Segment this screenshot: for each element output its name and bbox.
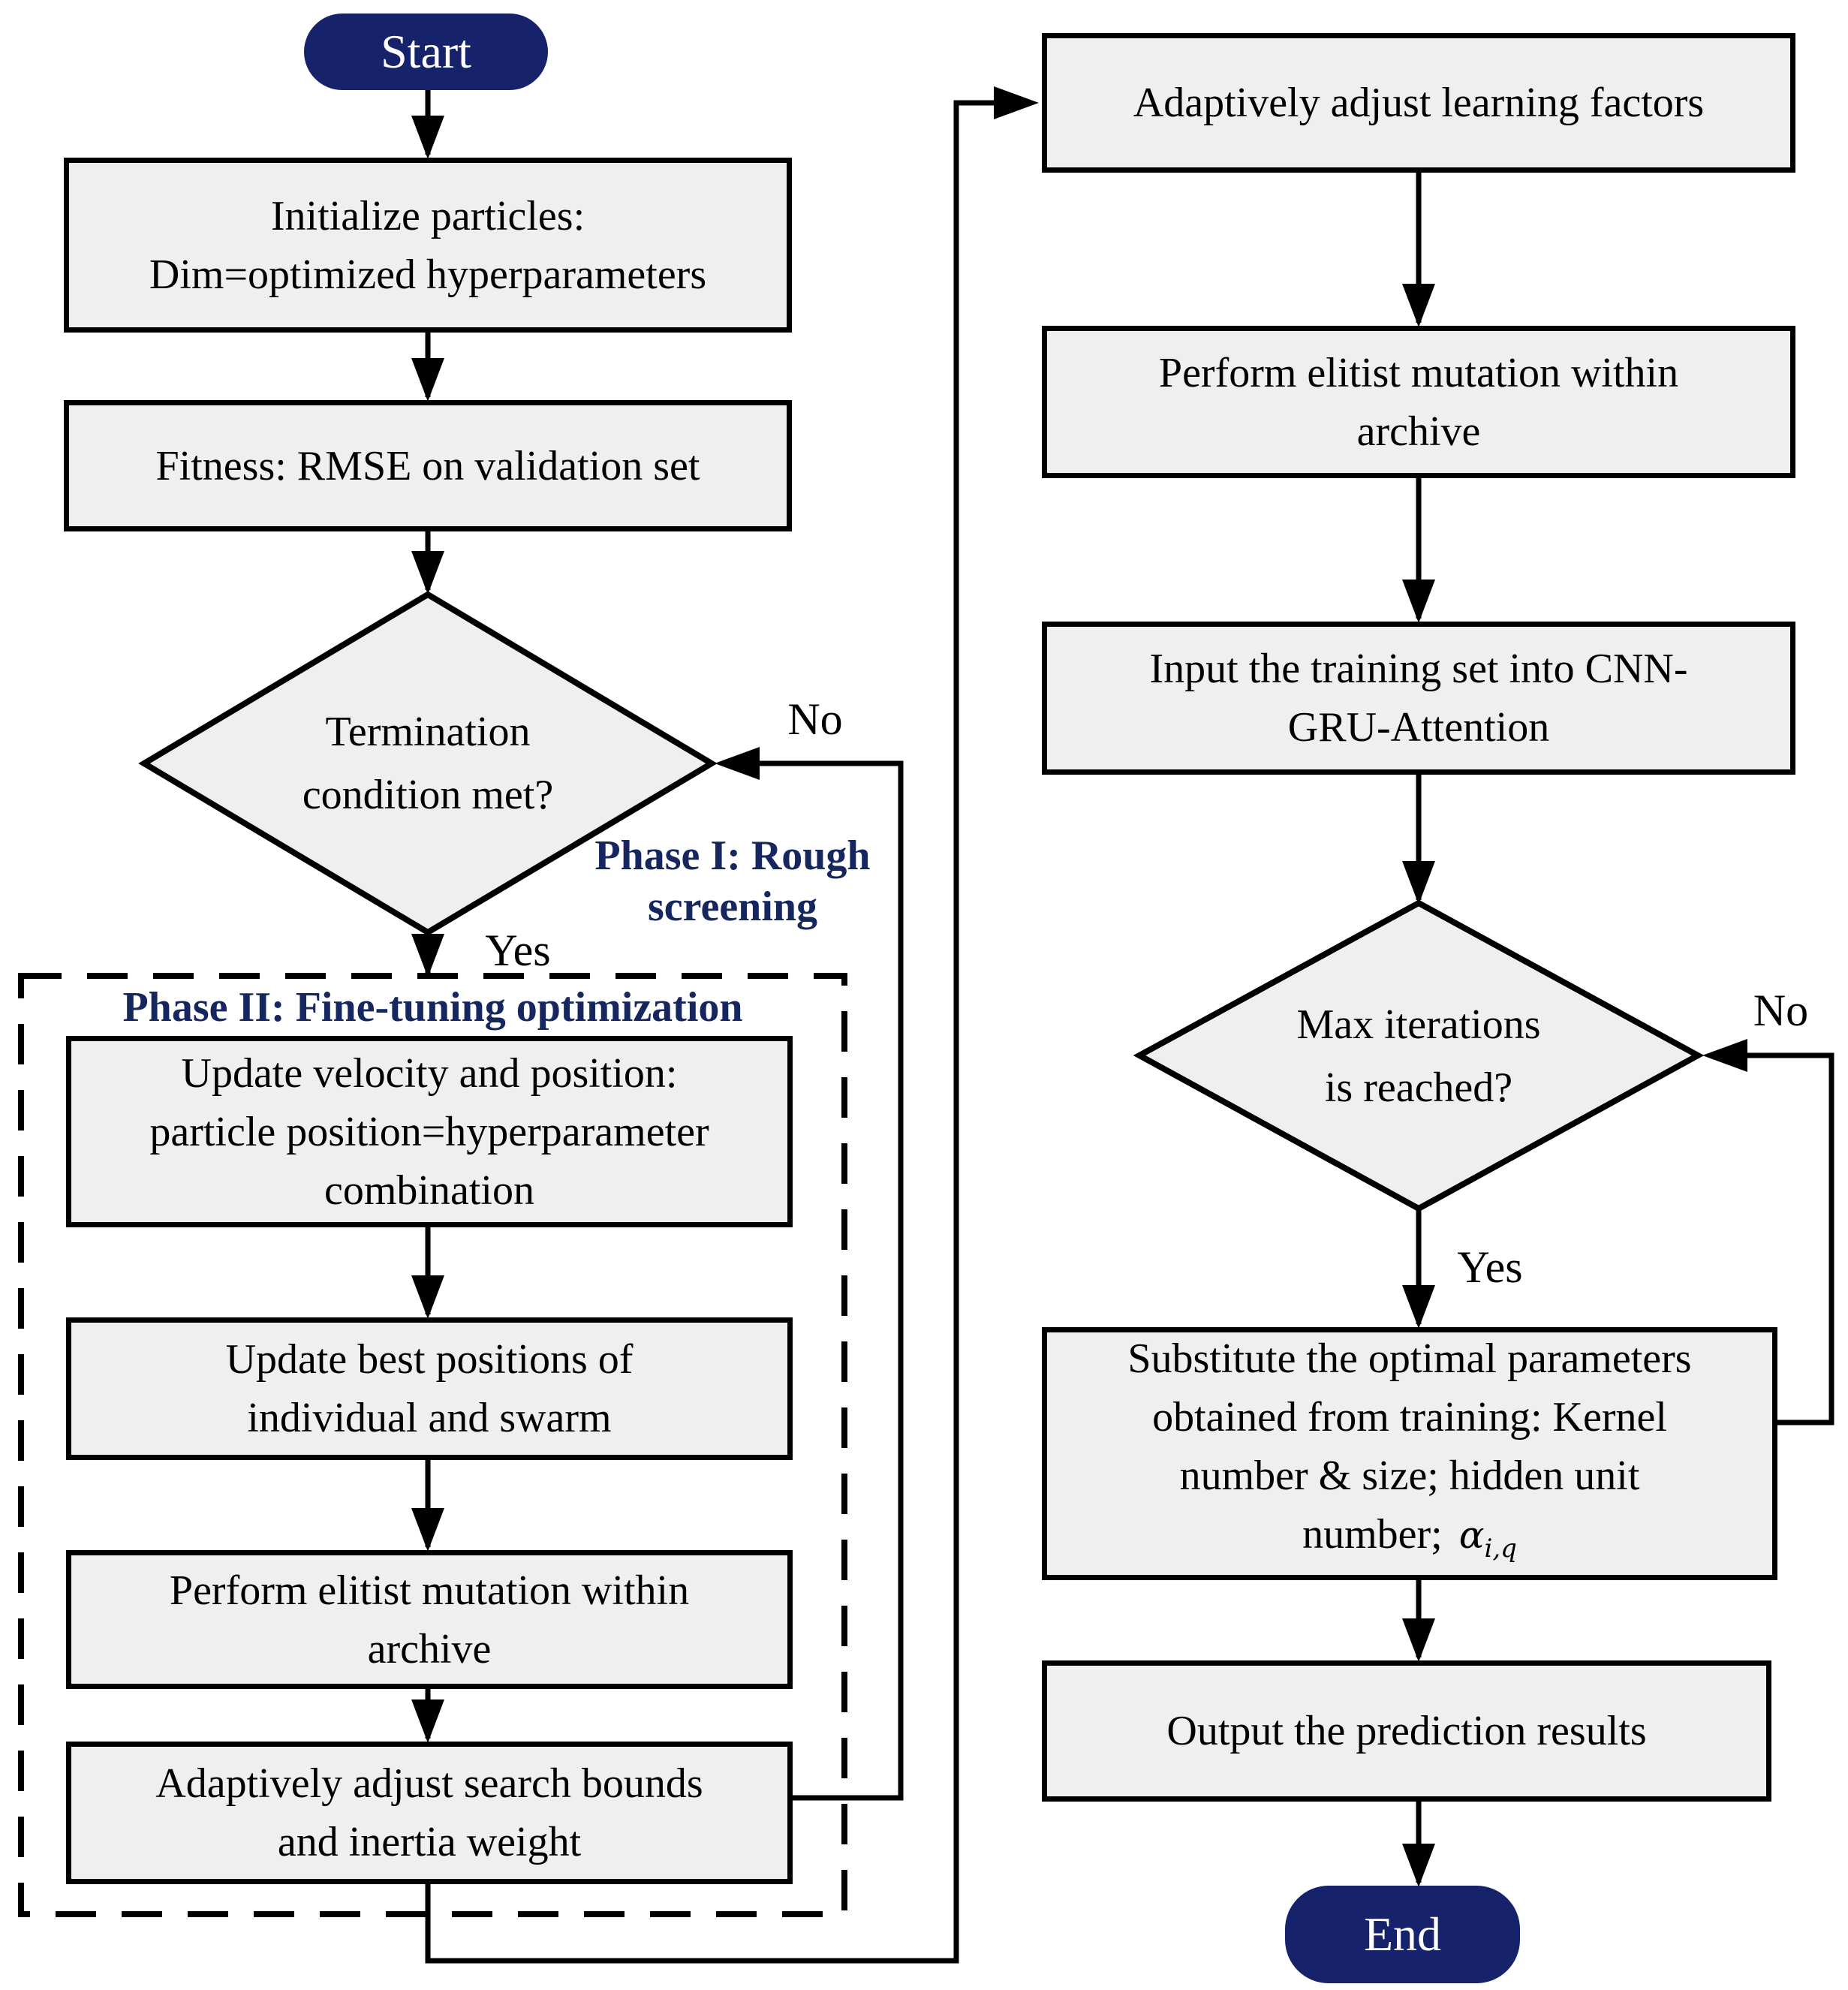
phase1-label-line2: screening (647, 884, 818, 930)
phase1-label-line1: Phase I: Rough (594, 832, 871, 879)
fitness-rmse-box (64, 400, 792, 531)
arrowhead (994, 86, 1039, 119)
arrowhead (1402, 580, 1435, 623)
box-text-line: GRU-Attention (1287, 704, 1550, 751)
yes-label-left: Yes (485, 926, 551, 975)
arrowhead (411, 551, 444, 595)
no-label-right: No (1753, 986, 1809, 1035)
box-text-line: Dim=optimized hyperparameters (149, 251, 707, 298)
box-text-line-alpha (1302, 1505, 1517, 1578)
box-text-line: Input the training set into CNN- (1149, 646, 1688, 692)
box-text-line: Initialize particles: (270, 192, 585, 239)
substitute-parameters-box (1042, 1327, 1777, 1580)
box-text-line: Adaptively adjust search bounds (155, 1760, 703, 1807)
elitist-mutation-right-box (1042, 326, 1795, 478)
alpha-symbol (1459, 1505, 1517, 1578)
alpha-glyph: α (1458, 1513, 1485, 1557)
box-text-line: combination (324, 1167, 534, 1214)
arrowhead (1402, 1844, 1435, 1887)
arrowhead (1702, 1039, 1747, 1072)
alpha-subscript: i,q (1484, 1534, 1517, 1564)
box-text-line: and inertia weight (277, 1819, 582, 1865)
update-best-positions-box (66, 1317, 793, 1460)
box-text-line: archive (367, 1625, 492, 1672)
start-label: Start (381, 25, 471, 78)
box-text-line: Substitute the optimal parameters (1127, 1335, 1692, 1382)
diamond-text-line: is reached? (1324, 1064, 1513, 1111)
box-text-line: Perform elitist mutation within (1158, 349, 1679, 396)
diamond-text-line: Termination (325, 709, 531, 755)
arrowhead (1402, 1618, 1435, 1662)
box-text-line: number & size; hidden unit (1179, 1452, 1640, 1499)
yes-label-right: Yes (1457, 1242, 1523, 1292)
initialize-particles-box (64, 158, 792, 333)
phase2-label (21, 982, 844, 1033)
arrowhead (411, 1275, 444, 1319)
max-iterations-decision-text (1139, 903, 1698, 1209)
box-text-line: Output the prediction results (1166, 1708, 1647, 1754)
start-terminal (304, 14, 548, 90)
diamond-text-line: condition met? (302, 772, 554, 818)
phase1-label (567, 830, 898, 932)
diamond-text-line: Max iterations (1296, 1001, 1541, 1048)
alpha-line-prefix: number; (1302, 1510, 1443, 1558)
arrowhead (1402, 284, 1435, 327)
arrowhead (411, 1699, 444, 1743)
output-results-box (1042, 1660, 1771, 1802)
adjust-search-bounds-box (66, 1742, 793, 1884)
input-training-set-box (1042, 622, 1795, 775)
arrowhead (411, 358, 444, 402)
box-text-line: archive (1356, 408, 1481, 455)
phase2-label-line: Phase II: Fine-tuning optimization (122, 984, 743, 1031)
box-text-line: individual and swarm (247, 1395, 612, 1441)
box-text-line: obtained from training: Kernel (1152, 1393, 1667, 1441)
box-text-line: particle position=hyperparameter (149, 1108, 709, 1155)
adjust-learning-factors-box (1042, 33, 1795, 173)
box-text-line: Adaptively adjust learning factors (1133, 80, 1705, 126)
no-label-left: No (787, 694, 843, 744)
box-text-line: Fitness: RMSE on validation set (155, 442, 700, 489)
arrowhead (715, 747, 760, 780)
end-label: End (1363, 1907, 1442, 1961)
arrowhead (411, 1508, 444, 1552)
arrowhead (1402, 861, 1435, 905)
box-text-line: Perform elitist mutation within (169, 1567, 690, 1614)
end-terminal (1285, 1886, 1520, 1983)
arrowhead (1402, 1285, 1435, 1329)
arrowhead (411, 934, 444, 977)
arrowhead (411, 116, 444, 159)
elitist-mutation-left-box (66, 1550, 793, 1689)
box-text-line: Update best positions of (225, 1336, 634, 1383)
box-text-line: Update velocity and position: (181, 1049, 678, 1097)
update-velocity-box (66, 1036, 793, 1227)
